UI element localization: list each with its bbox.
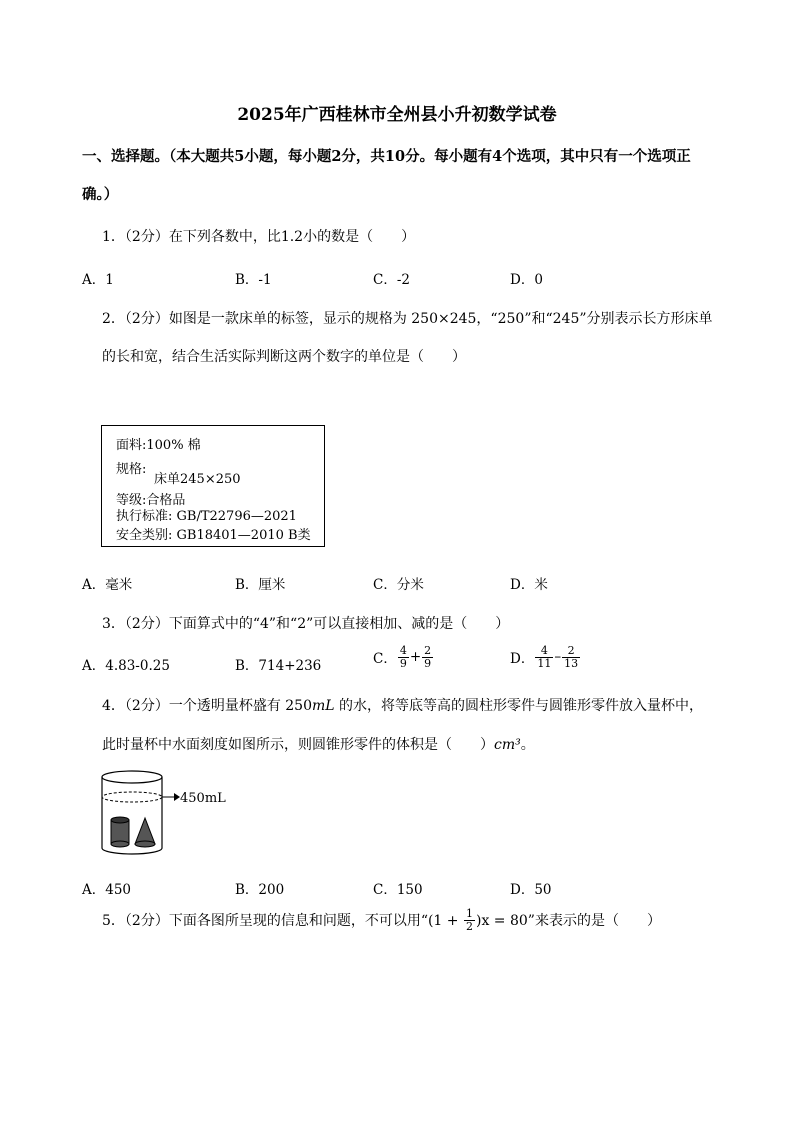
- q2-option-a: A．毫米: [82, 577, 133, 593]
- q3-option-d: D． $\frac{4}{11}$ – $\frac{2}{13}$: [510, 644, 579, 670]
- q1-option-b: B．-1: [235, 272, 272, 288]
- question-5: 5．（2分）下面各图所呈现的信息和问题，不可以用“(1 + $\frac{1}{2}$ )x = 80”来表示的是（ ）: [102, 907, 661, 933]
- bedsheet-label-figure: [101, 425, 325, 547]
- q1-option-a: A．1: [82, 272, 114, 288]
- measuring-cup-figure: [98, 768, 238, 860]
- label-spec-value: 床单245×250: [154, 472, 241, 487]
- question-4-cont: 此时量杯中水面刻度如图所示，则圆锥形零件的体积是（ ）cm³。: [102, 737, 535, 753]
- water-level-label: 450mL: [180, 791, 226, 806]
- fraction: $\frac{4}{11}$: [537, 644, 552, 670]
- question-4: 4．（2分）一个透明量杯盛有 250mL 的水，将等底等高的圆柱形零件与圆锥形零件放入量杯中，: [102, 698, 704, 714]
- label-spec-title: 规格:: [116, 462, 147, 477]
- question-1: 1．（2分）在下列各数中，比1.2小的数是（ ）: [102, 229, 416, 245]
- question-2: 2．（2分）如图是一款床单的标签，显示的规格为 250×245，“250”和“245”分别表示长方形床单: [102, 311, 713, 327]
- fraction: $\frac{2}{13}$: [564, 644, 579, 670]
- q2-option-c: C．分米: [373, 577, 424, 593]
- q1-option-d: D．0: [510, 272, 543, 288]
- q4-option-a: A．450: [82, 882, 132, 898]
- section-heading: 一、选择题。（本大题共5小题，每小题2分，共10分。每小题有4个选项，其中只有一个选项正: [82, 148, 691, 165]
- fraction: $\frac{1}{2}$: [465, 907, 473, 933]
- question-2-cont: 的长和宽，结合生活实际判断这两个数字的单位是（ ）: [102, 349, 466, 365]
- section-heading-cont: 确。）: [82, 186, 119, 203]
- label-standard: 执行标准: GB/T22796—2021: [116, 509, 297, 524]
- q4-option-b: B．200: [235, 882, 285, 898]
- question-3: 3．（2分）下面算式中的“4”和“2”可以直接相加、减的是（ ）: [102, 616, 510, 632]
- q2-option-b: B．厘米: [235, 577, 286, 593]
- q2-option-d: D．米: [510, 577, 548, 593]
- fraction: $\frac{4}{9}$: [399, 644, 407, 670]
- label-material: 面料:100% 棉: [116, 438, 201, 453]
- cone-part: [135, 818, 155, 844]
- label-safety: 安全类别: GB18401—2010 B类: [116, 528, 311, 543]
- q3-option-c: C． $\frac{4}{9}$ + $\frac{2}{9}$: [373, 644, 432, 670]
- fraction: $\frac{2}{9}$: [424, 644, 432, 670]
- q3-option-a: A．4.83-0.25: [82, 658, 170, 674]
- q4-option-d: D．50: [510, 882, 552, 898]
- q4-option-c: C．150: [373, 882, 423, 898]
- q1-option-c: C．-2: [373, 272, 410, 288]
- q3-option-c-label: C．: [373, 651, 397, 668]
- q3-option-d-label: D．: [510, 651, 535, 668]
- q3-option-b: B．714+236: [235, 658, 322, 674]
- label-grade: 等级:合格品: [116, 493, 186, 508]
- cylinder-part: [111, 820, 129, 844]
- page-title: 2025年广西桂林市全州县小升初数学试卷: [237, 105, 557, 125]
